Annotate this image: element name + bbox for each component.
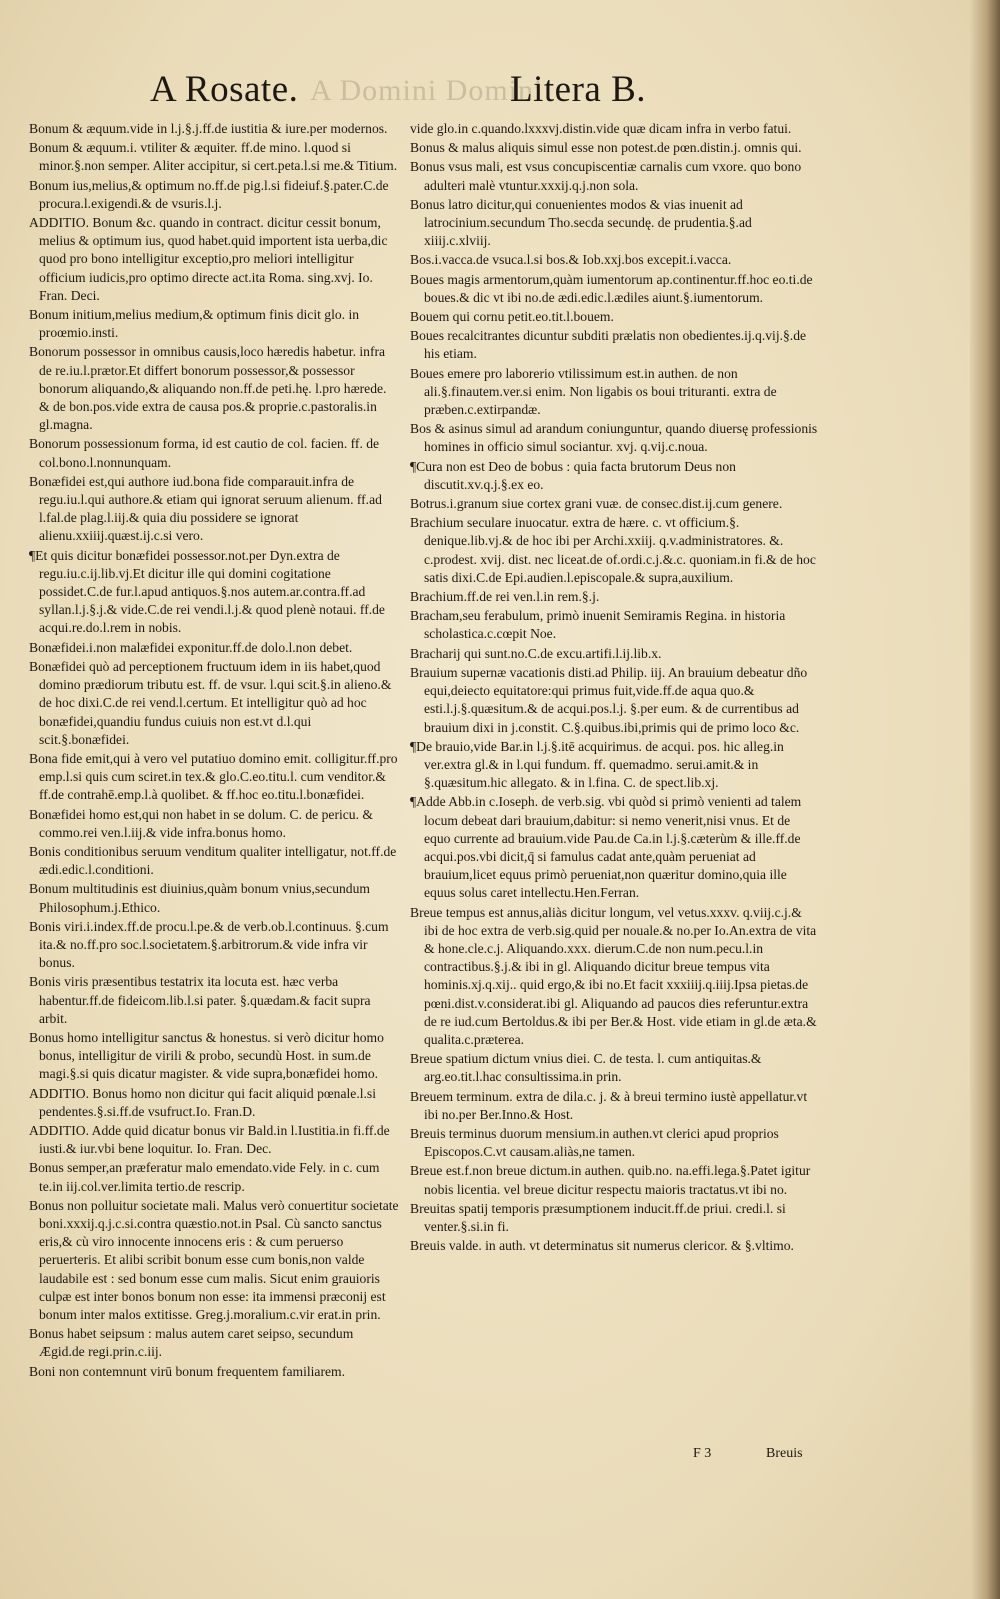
- dictionary-entry: Bonus habet seipsum : malus autem caret seipso, secundum Ægid.de regi.prin.c.iij.: [29, 1326, 354, 1360]
- dictionary-entry: Bonæfidei quò ad perceptionem fructuum idem in iis habet,quod domino prædiorum tributu est. ff. de vsur. l.qui scit.§.in alieno.& de hoc dixi.C.de rei vend.l.certum. Et intelligitur quò ad hoc bonæfidei,quandiu fundus cuiuis non est.vt d.l.qui scit.§.bonæfidei.: [29, 658, 392, 747]
- dictionary-entry: Brachium seculare inuocatur. extra de hære. c. vt officium.§. denique.lib.vj.& de hoc ibi per Archi.xxiij. q.v.administratores. &. c.prodest. xvij. dist. nec liceat.de of.ordi.c.j.&.c. quoniam.in fi.& de hoc satis dixi.C.de Epi.audien.l.episcopale.& supra,auxilium.: [410, 515, 816, 585]
- dictionary-entry: Botrus.i.granum siue cortex grani vuæ. de consec.dist.ij.cum genere.: [410, 496, 783, 512]
- page-gutter-shadow: [970, 0, 1000, 1599]
- dictionary-entry: Bos.i.vacca.de vsuca.l.si bos.& Iob.xxj.bos excepit.i.vacca.: [410, 252, 732, 268]
- dictionary-entry: Boues magis armentorum,quàm iumentorum ap.continentur.ff.hoc eo.ti.de boues.& dic vt ibi no.de ædi.edic.l.ædiles aiunt.§.iumentorum.: [410, 271, 813, 305]
- dictionary-entry: Bonus semper,an præferatur malo emendato.vide Fely. in c. cum te.in iij.col.ver.limita tertio.de rescrip.: [29, 1160, 380, 1194]
- right-column: [410, 120, 818, 1256]
- dictionary-entry: Bonus vsus mali, est vsus concupiscentiæ carnalis cum vxore. quo bono adulteri malè vtuntur.xxxij.q.j.non sola.: [410, 159, 802, 193]
- dictionary-entry: ¶Cura non est Deo de bobus : quia facta brutorum Deus non discutit.xv.q.j.§.ex eo.: [410, 458, 736, 492]
- dictionary-entry: Bonis conditionibus seruum venditum qualiter intelligatur, not.ff.de ædi.edic.l.conditioni.: [29, 843, 397, 878]
- dictionary-entry: vide glo.in c.quando.lxxxvj.distin.vide quæ dicam infra in verbo fatui.: [410, 121, 792, 136]
- left-column: [29, 120, 399, 1382]
- header-bleedthrough: A Domini Domini: [310, 74, 544, 107]
- dictionary-entry: Bouem qui cornu petit.eo.tit.l.bouem.: [410, 309, 614, 325]
- dictionary-entry: Bonis viri.i.index.ff.de procu.l.pe.& de verb.ob.l.continuus. §.cum ita.& no.ff.pro soc.l.societatem.§.arbitrorum.& vide infra vir bonus.: [29, 918, 389, 971]
- signature-mark: F 3: [693, 1446, 712, 1461]
- dictionary-entry: Bonus homo intelligitur sanctus & honestus. si verò dicitur homo bonus, intelligitur de virili & probo, secundù Host. in sum.de magi.§.si quis dicatur magister. & vide supra,bonæfidei homo.: [29, 1029, 384, 1082]
- dictionary-entry: Bonum initium,melius medium,& optimum finis dicit glo. in proœmio.insti.: [29, 307, 360, 341]
- dictionary-entry: ¶Adde Abb.in c.Ioseph. de verb.sig. vbi quòd si primò venienti ad talem locum debeat dari brauium,dabitur: si nemo venerit,nisi vnus. Et de equo currente ad brauium.vide Pau.de Ca.in l.j.§.cæterùm & ille.ff.de acqui.pos.vbi dicit,q̄ si famulus cadat ante,quàm perueniat ad brauium,licet equus primò perueniat,non quæritur domino,quia ille equus solus caret intellectu.Hen.Ferran.: [410, 794, 802, 901]
- dictionary-entry: Breuis valde. in auth. vt determinatus sit numerus clericor. & §.vltimo.: [410, 1238, 794, 1254]
- dictionary-entry: Bonæfidei est,qui authore iud.bona fide comparauit.infra de regu.iu.l.qui authore.& etiam qui ignorat seruum alienum. ff.ad l.fal.de plag.l.iij.& quia diu possidere se ignorat alienu.xxiiij.quæst.ij.c.si vero.: [29, 473, 382, 544]
- catchword: Breuis: [766, 1446, 803, 1461]
- dictionary-entry: Breuis terminus duorum mensium.in authen.vt clerici apud proprios Episcopos.C.vt causam.aliàs,ne tamen.: [410, 1125, 779, 1160]
- header-letter: Litera B.: [510, 69, 647, 110]
- dictionary-entry: Bracham,seu ferabulum, primò inuenit Semiramis Regina. in historia scholastica.c.cœpit Noe.: [410, 608, 786, 642]
- dictionary-entry: Bonus & malus aliquis simul esse non potest.de pœn.distin.j. omnis qui.: [410, 140, 802, 156]
- dictionary-entry: Boues recalcitrantes dicuntur subditi prælatis non obedientes.ij.q.vij.§.de his etiam.: [410, 328, 807, 362]
- dictionary-entry: Bonæfidei.i.non malæfidei exponitur.ff.de dolo.l.non debet.: [29, 639, 353, 655]
- dictionary-entry: Brachium.ff.de rei ven.l.in rem.§.j.: [410, 589, 600, 605]
- dictionary-entry: Breuitas spatij temporis præsumptionem inducit.ff.de priui. credi.l. si venter.§.si.in fi.: [410, 1200, 786, 1234]
- dictionary-entry: Bonum & æquum.vide in l.j.§.j.ff.de iustitia & iure.per modernos.: [29, 121, 388, 136]
- dictionary-entry: Bonæfidei homo est,qui non habet in se dolum. C. de pericu. & commo.rei ven.l.iij.& vide infra.bonus homo.: [29, 806, 373, 840]
- dictionary-entry: Bonus latro dicitur,qui conuenientes modos & vias inuenit ad latrocinium.secundum Tho.secda secundę. de prudentia.§.ad xiiij.c.xlviij.: [410, 196, 752, 249]
- dictionary-entry: Bonorum possessionum forma, id est cautio de col. facien. ff. de col.bono.l.nonnunquam.: [29, 436, 380, 470]
- dictionary-entry: Bos & asinus simul ad arandum coniunguntur, quando diuersę professionis homines in officio simul sociantur. xvj. q.vij.c.noua.: [410, 421, 818, 455]
- dictionary-entry: ADDITIO. Bonus homo non dicitur qui facit aliquid pœnale.l.si pendentes.§.si.ff.de vsufruct.Io. Fran.D.: [29, 1085, 376, 1119]
- dictionary-entry: Brauium supernæ vacationis disti.ad Philip. iij. An brauium debeatur dño equi,deiecto equitatore:qui primus fuit,vide.ff.de aqua quo.& esti.l.j.§.quæsitum.& de acqui.pos.l.j. §.per eum. & de currentibus ad brauium dixi in j.constit. C.§.quibus.ibi,primis qui de primo loco &c.: [410, 664, 808, 735]
- dictionary-entry: Bona fide emit,qui à vero vel putatiuo domino emit. colligitur.ff.pro emp.l.si quis cum sciret.in tex.& glo.C.eo.titu.l. cum venditor.& ff.de contrahē.emp.l.à quolibet. & ff.hoc eo.titu.l.bonæfidei.: [29, 750, 398, 803]
- dictionary-entry: ADDITIO. Bonum &c. quando in contract. dicitur cessit bonum, melius & optimum ius, quod habet.quid importent ista uerba,dic quod pro bono intelligitur exceptio,pro meliori intelligitur officium iudicis,pro optimo directe act.ita Roma. sing.xvj. Io. Fran. Deci.: [29, 215, 388, 303]
- dictionary-entry: ADDITIO. Adde quid dicatur bonus vir Bald.in l.Iustitia.in fi.ff.de iusti.& iur.vbi bene loquitur. Io. Fran. Dec.: [29, 1122, 390, 1157]
- header-author: A Rosate.: [150, 69, 299, 110]
- dictionary-entry: Bonum ius,melius,& optimum no.ff.de pig.l.si fideiuf.§.pater.C.de procura.l.exigendi.& de vsuris.l.j.: [29, 177, 389, 211]
- dictionary-entry: Breue est.f.non breue dictum.in authen. quib.no. na.effi.lega.§.Patet igitur nobis licentia. vel breue dicitur respectu maioris tractatus.vt ibi no.: [410, 1163, 811, 1197]
- dictionary-entry: ¶Et quis dicitur bonæfidei possessor.not.per Dyn.extra de regu.iu.c.ij.lib.vj.Et dicitur ille qui domini cogitatione possidet.C.de fur.l.apud antiquos.§.nos autem.ar.contra.ff.ad syllan.l.j.§.j.& vide.C.de rei vendi.l.j.& quod plenè notaui. ff.de acqui.re.do.l.rem in nobis.: [29, 547, 385, 636]
- dictionary-entry: ¶De brauio,vide Bar.in l.j.§.itē acquirimus. de acqui. pos. hic alleg.in ver.extra gl.& in l.qui fundum. ff. quemadmo. serui.amit.& in §.quæsitum.hic allegato. & in l.fina. C. de spect.lib.xj.: [410, 738, 784, 791]
- dictionary-entry: Bracharij qui sunt.no.C.de excu.artifi.l.ij.lib.x.: [410, 645, 662, 661]
- dictionary-entry: Bonum multitudinis est diuinius,quàm bonum vnius,secundum Philosophum.j.Ethico.: [29, 881, 370, 915]
- dictionary-entry: Bonorum possessor in omnibus causis,loco hæredis habetur. infra de re.iu.l.prætor.Et differt bonorum possessor,& possessor bonorum aliquando,& aliquando non.ff.de peti.hę. l.pro hærede. & de bon.pos.vide extra de causa pos.& proprie.c.pastoralis.in gl.magna.: [29, 344, 387, 433]
- dictionary-entry: Breue tempus est annus,aliàs dicitur longum, vel vetus.xxxv. q.viij.c.j.& ibi de hoc extra de verb.sig.quid per nouale.& no.per Io.An.extra de vita & hone.cle.c.j. Aliquando.xxx. dierum.C.de non num.pecu.l.in contractibus.§.j.& ibi in gl. Aliquando dicitur breue tempus vita hominis.xj.q.xij.. quid ergo,& ibi no.Et facit xxxiiij.q.iiij.Ipsa pietas.de pœni.dist.v.considerat.ibi gl. Aliquando ad paucos dies referuntur.extra de re iud.cum Bertoldus.& ibi per Ber.& Host. vide etiam in gl.de æta.& qualita.c.præterea.: [410, 904, 817, 1047]
- dictionary-entry: Boues emere pro laborerio vtilissimum est.in authen. de non ali.§.finautem.ver.si enim. Non ligabis os boui trituranti. extra de præben.c.extirpandæ.: [410, 365, 777, 418]
- dictionary-entry: Breue spatium dictum vnius diei. C. de testa. l. cum antiquitas.& arg.eo.tit.l.hac consultissima.in prin.: [410, 1051, 762, 1085]
- dictionary-entry: Bonis viris præsentibus testatrix ita locuta est. hæc verba habentur.ff.de fideicom.lib.l.si pater. §.quædam.& facit supra arbit.: [29, 974, 371, 1026]
- dictionary-entry: Boni non contemnunt virū bonum frequentem familiarem.: [29, 1363, 345, 1379]
- running-header: [150, 68, 670, 118]
- dictionary-entry: Breuem terminum. extra de dila.c. j. & à breui termino iustè appellatur.vt ibi no.per Ber.Inno.& Host.: [410, 1088, 808, 1122]
- dictionary-entry: Bonus non polluitur societate mali. Malus verò conuertitur societate boni.xxxij.q.j.c.si.contra quæstio.not.in Psal. Cù sancto sanctus eris,& cù viro innocente innocens eris : & cum peruerso peruerteris. Et alibi scribit bonum esse cum bonis,non valde laudabile est : sed bonum esse cum malis. Sicut enim grauioris culpæ est inter bonos bonum non esse: ita immensi præconij est bonum inter malos extitisse. Greg.j.moralium.c.vir erat.in prin.: [29, 1197, 399, 1322]
- dictionary-entry: Bonum & æquum.i. vtiliter & æquiter. ff.de mino. l.quod si minor.§.non semper. Aliter accipitur, si cert.peta.l.si me.& Titium.: [29, 140, 398, 174]
